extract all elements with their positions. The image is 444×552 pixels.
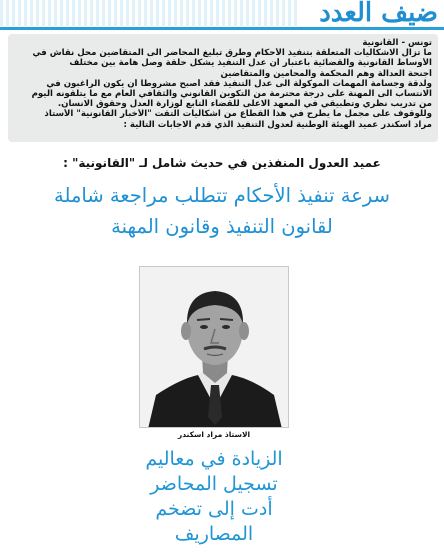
kicker: عميد العدول المنفذين في حديث شامل لـ "القانونية" : [63,156,381,170]
headline-line-1: سرعة تنفيذ الأحكام تتطلب مراجعة شاملة [54,184,390,207]
dateline: تونس - القانونية [362,38,432,48]
pullquote [139,447,289,547]
photo-caption: الاستاذ مراد اسكندر [177,430,251,439]
intro-line: وللوقوف على مجمل ما يطرح في هذا القطاع من اشكاليات التقت "الأخبار القانونية" الأستاذ [44,109,432,120]
portrait-illustration [140,267,289,428]
section-header [0,0,444,30]
intro-line: من تدريب نظري وتطبيقي في المعهد الاعلى للقضاء التابع لوزارة العدل وحقوق الانسان. [57,99,432,110]
intro-line: الأوساط القانونية والقضائية باعتبار أن عدل التنفيذ يشكل حلقة وصل هامة بين مختلف [69,58,432,69]
portrait-photo [139,266,289,428]
intro-line: ما تزال الاشكاليات المتعلقة بتنفيذ الأحكام وطرق تبليغ المحاضر الى المتقاضين محل نقاش في [32,48,432,59]
pullquote-line: المصاريف [174,523,254,545]
section-title: ضيف العدد [319,0,438,28]
header-stripes [0,0,300,26]
pullquote-line: الزيادة في معاليم [145,448,283,470]
headline [4,180,440,242]
intro-line: ولدقة وجسامة المهمات الموكولة الى عدل التنفيذ فقد أصبح مشروطا أن يكون الراغبون في [46,78,432,89]
pullquote-line: تسجيل المحاضر [150,473,278,495]
intro-text [12,38,432,130]
pullquote-line: أدت إلى تضخم [155,498,273,520]
intro-line: أجنحة العدالة وهم المحكمة والمحامين والمتقاضين [220,68,432,79]
intro-line: الانتساب الى المهنة على درجة محترمة من التكوين القانوني والثقافي العام مع ما يتلقونه اليوم [31,89,432,100]
headline-line-2: لقانون التنفيذ وقانون المهنة [111,215,333,238]
intro-box [8,34,438,142]
intro-line: مراد اسكندر عميد الهيئة الوطنية لعدول التنفيذ الذي قدم الاجابات التالية : [123,119,432,130]
